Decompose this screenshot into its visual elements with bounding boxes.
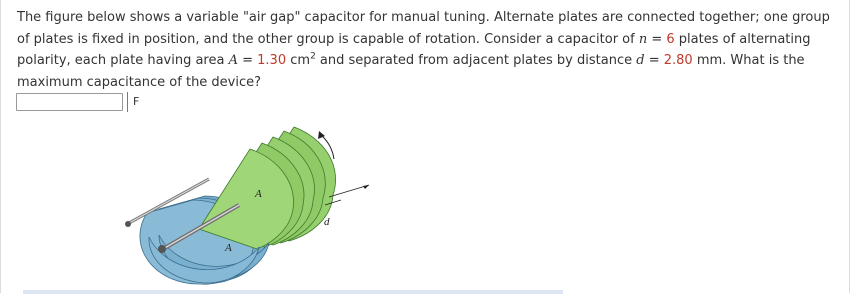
d-value: 2.80 — [663, 53, 693, 68]
A-value: 1.30 — [257, 53, 287, 68]
n-value: 6 — [666, 31, 675, 47]
equals-sign: = — [237, 53, 258, 68]
variable-d: d — [636, 53, 645, 68]
rotating-plates — [199, 127, 336, 249]
bottom-divider — [23, 290, 563, 294]
label-d: d — [324, 216, 330, 228]
equals-sign: = — [644, 53, 664, 68]
label-A-top: A — [255, 188, 262, 200]
answer-row — [16, 91, 139, 113]
variable-A: A — [228, 53, 238, 68]
shaft-knob — [158, 245, 166, 253]
question-text-part: and separated from adjacent plates by distance — [315, 53, 637, 68]
question-text — [17, 7, 842, 93]
equals-sign: = — [647, 31, 667, 47]
question-text-part: The figure below shows a variable "air gap" capacitor for manual tuning. Alternate plates are connected together; one group of plates is fixed in position, and the other group is capable of rotation. Consider a capacitor of — [17, 10, 830, 47]
label-A-bottom: A — [225, 242, 232, 254]
A-unit: cm — [286, 53, 311, 68]
variable-n: n — [638, 31, 648, 47]
shaft-knob — [125, 221, 131, 227]
answer-unit-label: F — [127, 92, 139, 112]
gap-arrow-head — [363, 185, 369, 189]
question-text-part: mm. What is the maximum capacitance of the device? — [17, 53, 805, 90]
A-unit-exponent: 2 — [310, 51, 316, 62]
capacitor-figure — [119, 125, 379, 285]
answer-input[interactable] — [16, 93, 123, 111]
question-text-part: plates of alternating polarity, each plate having area — [17, 31, 811, 68]
